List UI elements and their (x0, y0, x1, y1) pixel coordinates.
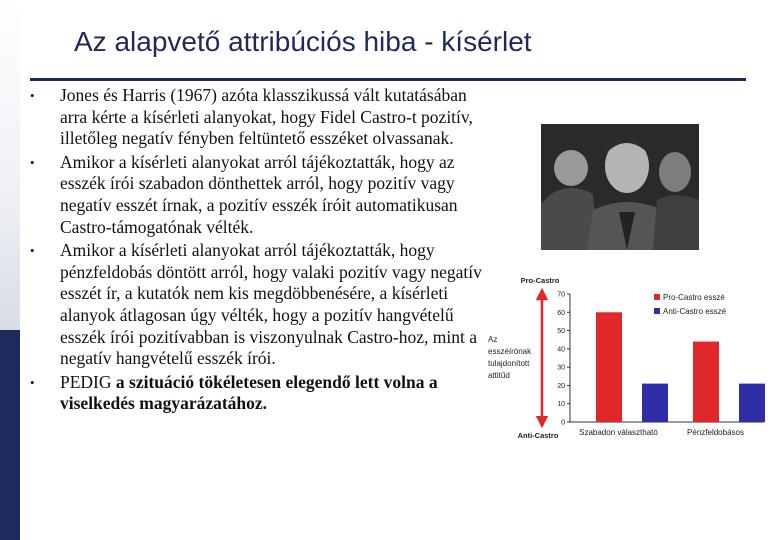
y-axis-label-line-1: Az (488, 335, 498, 344)
y-tick-label: 50 (557, 328, 565, 336)
castro-photo (541, 124, 699, 250)
left-decor-navy (0, 330, 20, 540)
attitude-chart (484, 270, 774, 445)
left-decor-bar (0, 0, 20, 540)
bullet-marker: • (30, 154, 35, 170)
y-tick-label: 70 (557, 291, 565, 299)
chart-bottom-label: Anti-Castro (517, 431, 559, 440)
bullet-text: Jones és Harris (1967) azóta klasszikussá vált kutatásában arra kérte a kísérleti alanyokat, hogy Fidel Castro-t pozitív, illetőleg negatív fényben feltüntető esszéket olvassanak. (60, 85, 473, 149)
legend-label: Pro-Castro esszé (663, 293, 725, 302)
y-tick-label: 30 (557, 364, 565, 372)
y-tick-label: 10 (557, 401, 565, 409)
chart-top-label: Pro-Castro (520, 276, 560, 285)
y-tick-label: 60 (557, 309, 565, 317)
x-tick-label: Szabadon választható (579, 428, 658, 437)
plot-area (557, 292, 765, 438)
bar-anti (739, 384, 765, 422)
y-axis-label-line-2: esszéírónak (488, 347, 532, 356)
bullet-text (60, 372, 490, 415)
y-axis-label-line-4: attitűd (488, 371, 510, 380)
bullet-item (30, 372, 490, 415)
chart-svg (484, 270, 774, 445)
slide-title: Az alapvető attribúciós hiba - kísérlet (74, 26, 532, 57)
left-decor-gradient (0, 0, 20, 330)
bullet-marker: • (30, 243, 35, 259)
y-tick-label: 0 (561, 419, 565, 427)
bullet-lead-text: PEDIG (60, 371, 116, 392)
legend-label: Anti-Castro esszé (663, 307, 727, 316)
bar-pro (693, 342, 719, 422)
title-underline (30, 78, 746, 81)
y-tick-label: 40 (557, 346, 565, 354)
bullet-list (30, 85, 490, 417)
y-axis-label-line-3: tulajdonított (488, 359, 530, 368)
bullet-item (30, 85, 490, 150)
bullet-marker: • (30, 88, 35, 103)
bullet-text: Amikor a kísérleti alanyokat arról tájékoztatták, hogy pénzfeldobás döntött arról, hogy valaki pozitív vagy negatív esszét ír, a kutatók nem kis megdöbbenésére, a kísérleti alanyok átlagosan úgy vélték, hogy a pozitív hangvételű esszék írói pozitívabban is viszonyulnak Castro-hoz, mint a negatív hangvételű esszék írói. (60, 240, 482, 369)
legend-swatch (654, 308, 660, 314)
bar-pro (596, 312, 622, 422)
bullet-item (30, 240, 490, 370)
bullet-item (30, 152, 490, 238)
bullet-text: Amikor a kísérleti alanyokat arról tájékoztatták, hogy az esszék írói szabadon dönthettek arról, hogy pozitív vagy negatív esszét írnak, a pozitív esszék íróit automatikusan Castro-támogatónak vélték. (60, 151, 458, 237)
legend-swatch (654, 294, 660, 300)
bullet-marker: • (30, 374, 35, 390)
photo-illustration (541, 124, 699, 250)
y-tick-label: 20 (557, 382, 565, 390)
bullet-emphasis-text: a szituáció tökéletesen elegendő lett volna a viselkedés magyarázatához. (60, 371, 438, 414)
x-tick-label: Pénzfeldobásos (687, 428, 744, 437)
bar-anti (642, 384, 668, 422)
